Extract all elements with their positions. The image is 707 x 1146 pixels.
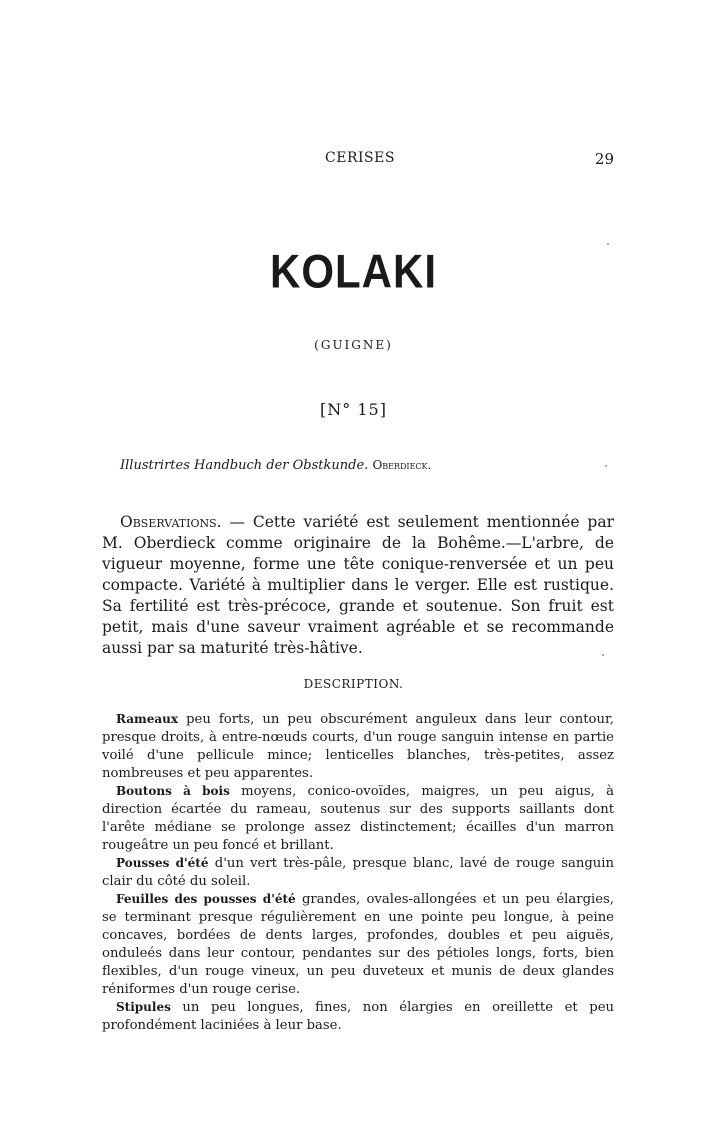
- description-term: Stipules: [116, 1000, 171, 1014]
- description-item-feuilles: [102, 890, 614, 999]
- description-item-pousses: [102, 854, 614, 891]
- description-text: grandes, ovales-allongées et un peu élargies, se terminant presque régulièrement en une pointe peu longue, à peine concaves, bordées de dents larges, profondes, doubles et peu aiguës, onduleés dans leur contour, pendantes sur des pétioles longs, forts, bien flexibles, d'un rouge vineux, un peu duveteux et munis de deux glandes réniformes d'un rouge cerise.: [102, 892, 614, 997]
- description-term: Pousses d'été: [116, 856, 209, 870]
- description-heading: DESCRIPTION.: [303, 677, 404, 691]
- variety-number: [N° 15]: [320, 400, 387, 419]
- variety-title: KOLAKI: [270, 245, 437, 298]
- scan-speck: [605, 465, 607, 467]
- description-item-rameaux: [102, 710, 614, 783]
- scan-speck: [607, 243, 609, 245]
- reference-author: Oberdieck.: [372, 458, 432, 472]
- running-head: [0, 150, 707, 170]
- running-title: CERISES: [325, 150, 395, 166]
- observations-paragraph: [102, 512, 614, 659]
- description-text: peu forts, un peu obscurément anguleux dans leur contour, presque droits, à entre-nœuds courts, d'un rouge sanguin intense en partie voilé d'une pellicule mince; lenticelles blanches, très-petites, assez nombreuses et peu apparentes.: [102, 712, 614, 781]
- description-term: Feuilles des pousses d'été: [116, 892, 296, 906]
- variety-subtitle: (GUIGNE): [314, 338, 393, 352]
- observations-text: Cette variété est seulement mentionnée par M. Oberdieck comme originaire de la Bohême.—L'arbre, de vigueur moyenne, forme une tête conique-renversée et un peu compacte. Variété à multiplier dans le verger. Elle est rustique. Sa fertilité est très-précoce, grande et soutenue. Son fruit est petit, mais d'une saveur vraiment agréable et se recommande aussi par sa maturité très-hâtive.: [102, 513, 614, 657]
- description-item-stipules: [102, 998, 614, 1035]
- page-number: 29: [594, 150, 614, 168]
- description-term: Boutons à bois: [116, 784, 230, 798]
- scan-speck: [602, 654, 604, 656]
- description-text: un peu longues, fines, non élargies en oreillette et peu profondément laciniées à leur base.: [102, 1000, 614, 1033]
- description-term: Rameaux: [116, 712, 179, 726]
- observations-label: Observations. —: [120, 513, 245, 531]
- description-item-boutons: [102, 782, 614, 855]
- reference-work: Illustrirtes Handbuch der Obstkunde.: [120, 458, 369, 473]
- description-text: moyens, conico-ovoïdes, maigres, un peu aigus, à direction écartée du rameau, soutenus sur des supports saillants dont l'arête médiane se prolonge assez distinctement; écailles d'un marron rougeâtre un peu foncé et brillant.: [102, 784, 614, 853]
- description-text: d'un vert très-pâle, presque blanc, lavé de rouge sanguin clair du côté du soleil.: [102, 856, 615, 889]
- bibliographic-reference: [120, 458, 600, 473]
